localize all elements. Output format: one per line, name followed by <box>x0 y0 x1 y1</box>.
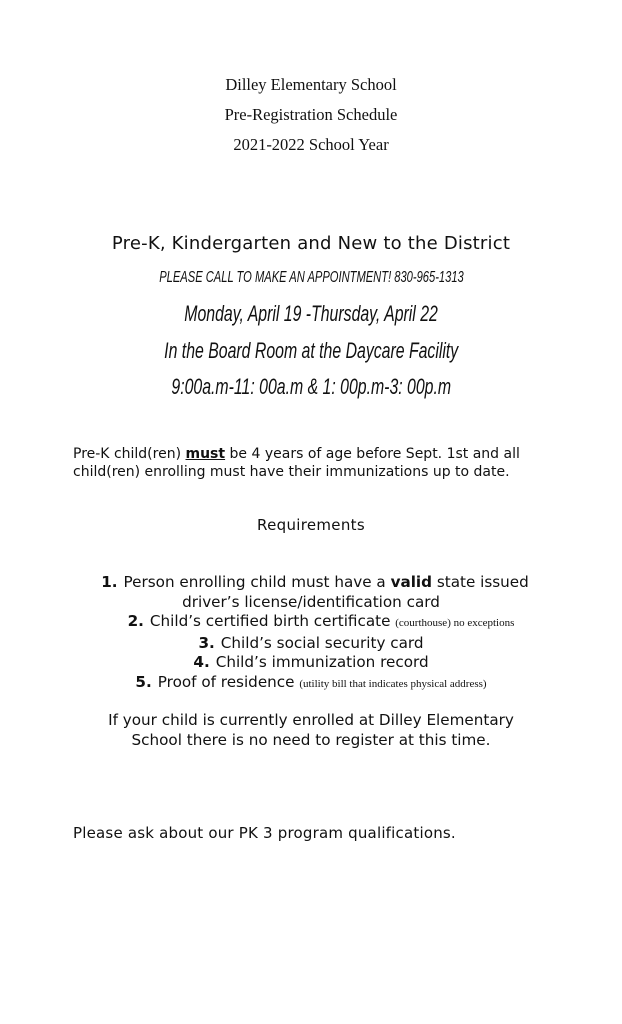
requirement-note: (utility bill that indicates physical address) <box>299 677 487 690</box>
requirement-text: Child’s social security card <box>220 633 424 652</box>
requirement-note: (courthouse) no exceptions <box>395 617 515 629</box>
schedule-title: Pre-Registration Schedule <box>224 105 398 124</box>
requirement-item <box>0 634 622 654</box>
pk3-program-note: Please ask about our PK 3 program qualifications. <box>73 824 456 842</box>
requirement-text: Child’s certified birth certificate <box>149 612 396 630</box>
requirement-text: Person enrolling child must have a <box>123 573 391 591</box>
school-name: Dilley Elementary School <box>225 75 397 94</box>
registration-hours-text: 9:00a.m-11: 00a.m & 1: 00p.m-3: 00p.m <box>171 374 451 399</box>
requirement-number: 5. <box>135 672 152 691</box>
notice-suffix: be 4 years of age before Sept. 1st and all child(ren) enrolling must have their immunizations up to date. <box>73 446 520 480</box>
requirement-bold: valid <box>390 573 432 591</box>
appointment-call-note <box>0 265 622 291</box>
enrolled-note-line: School there is no need to register at this time. <box>131 731 491 749</box>
requirement-item <box>0 612 622 634</box>
requirement-number: 1. <box>101 573 118 591</box>
notice-prefix: Pre-K child(ren) <box>73 446 186 462</box>
requirement-item <box>0 573 622 593</box>
requirement-number: 4. <box>193 653 210 671</box>
requirement-text-after: state issued <box>432 573 529 591</box>
school-year: 2021-2022 School Year <box>233 135 389 154</box>
enrolled-note-line: If your child is currently enrolled at Dilley Elementary <box>108 711 514 729</box>
requirement-item <box>0 653 622 673</box>
requirement-text: Child’s immunization record <box>215 653 429 671</box>
appointment-call-text: PLEASE CALL TO MAKE AN APPOINTMENT! 830-965-1313 <box>158 269 464 286</box>
requirements-list <box>0 573 622 694</box>
requirements-heading: Requirements <box>257 516 365 534</box>
enrolled-students-note <box>0 710 622 750</box>
requirement-number: 2. <box>127 612 144 630</box>
notice-emphasis: must <box>185 446 226 462</box>
requirement-number: 3. <box>198 633 215 652</box>
age-immunization-notice <box>73 445 553 481</box>
registration-dates-text: Monday, April 19 -Thursday, April 22 <box>184 301 438 326</box>
registration-location-text: In the Board Room at the Daycare Facility <box>163 338 459 363</box>
requirement-text: Proof of residence <box>157 672 300 691</box>
requirement-item-continuation: driver’s license/identification card <box>182 592 440 611</box>
section-title: Pre-K, Kindergarten and New to the District <box>111 233 511 254</box>
document-header <box>0 70 622 160</box>
registration-dates <box>0 296 622 332</box>
registration-location <box>0 333 622 369</box>
registration-hours <box>0 369 622 405</box>
requirement-item <box>0 673 622 695</box>
